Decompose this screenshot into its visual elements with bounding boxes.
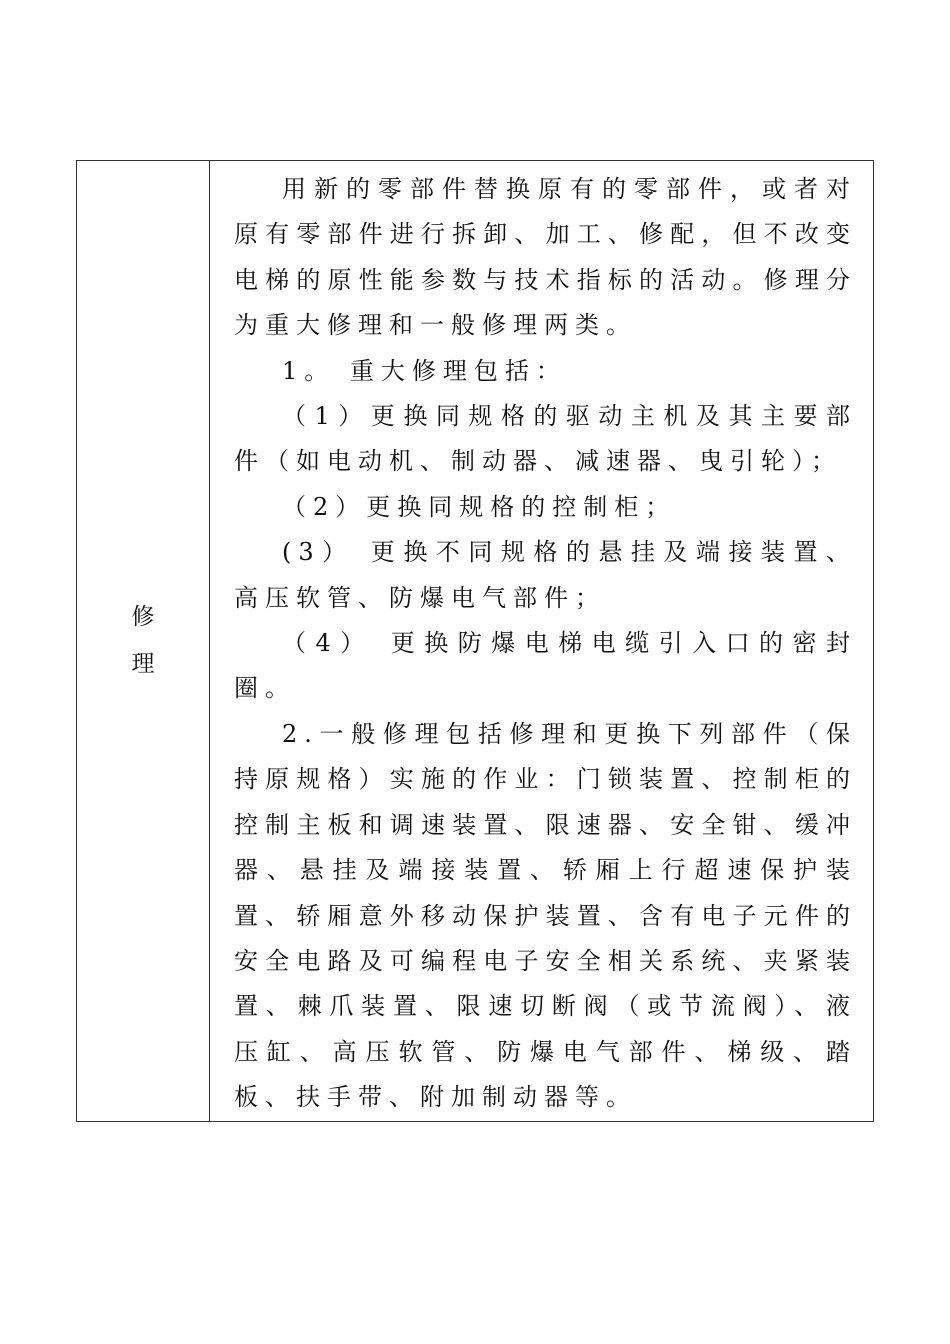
major-repair-item-2: （2）更换同规格的控制柜； <box>282 492 677 521</box>
term-label <box>132 594 155 688</box>
definition-table <box>76 160 874 1122</box>
term-char: 修 <box>131 603 155 630</box>
general-repair-paragraph: 2.一般修理包括修理和更换下列部件（保持原规格）实施的作业：门锁装置、控制柜的控制主板和调速装置、限速器、安全钳、缓冲器、悬挂及端接装置、轿厢上行超速保护装置、轿厢意外移动保护装置、含有电子元件的安全电路及可编程电子安全相关系统、夹紧装置、棘爪装置、限速切断阀（或节流阀）、液压缸、高压软管、防爆电气部件、梯级、踏板、扶手带、附加制动器等。 <box>234 719 857 1112</box>
definition-paragraph: 用新的零部件替换原有的零部件，或者对原有零部件进行拆卸、加工、修配，但不改变电梯的原性能参数与技术指标的活动。修理分为重大修理和一般修理两类。 <box>234 175 857 340</box>
major-repair-item-1: （1）更换同规格的驱动主机及其主要部件（如电动机、制动器、减速器、曳引轮）； <box>234 402 857 476</box>
term-char: 理 <box>131 650 155 677</box>
major-repair-heading: 1。 重大修理包括： <box>282 356 567 385</box>
definition-text <box>234 161 857 1121</box>
term-cell <box>77 161 210 1122</box>
major-repair-item-4: （4） 更换防爆电梯电缆引入口的密封圈。 <box>234 629 857 703</box>
major-repair-item-3: (3） 更换不同规格的悬挂及端接装置、高压软管、防爆电气部件； <box>234 538 857 612</box>
definition-cell <box>210 161 874 1122</box>
table-row <box>77 161 874 1122</box>
